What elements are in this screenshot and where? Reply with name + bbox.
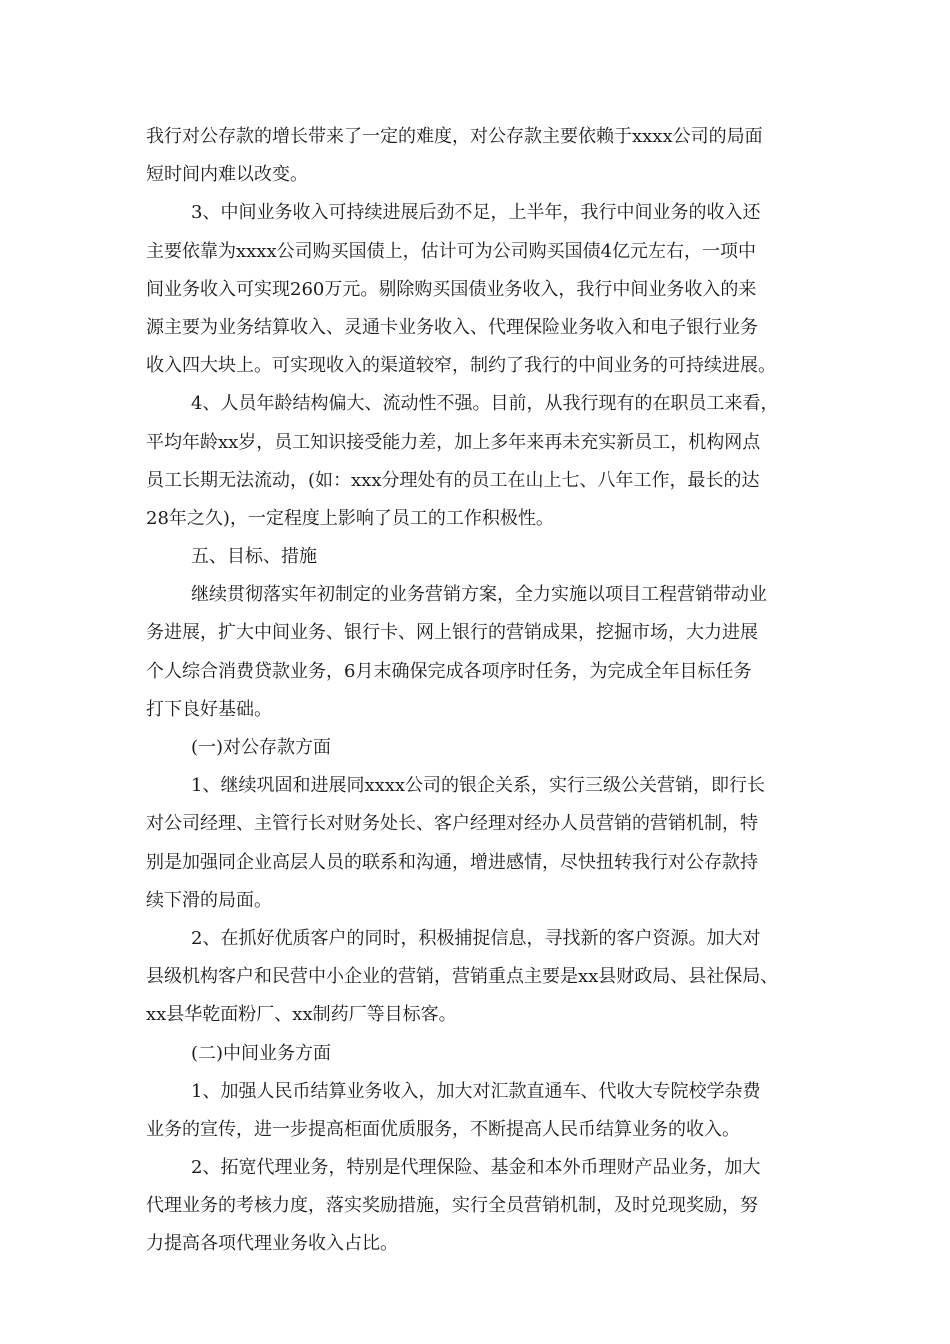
text-line: 务进展，扩大中间业务、银行卡、网上银行的营销成果，挖掘市场，大力进展 <box>146 622 758 644</box>
text-line: 我行对公存款的增长带来了一定的难度，对公存款主要依赖于xxxx公司的局面 <box>146 126 763 147</box>
text-line: 业务的宣传，进一步提高柜面优质服务，不断提高人民币结算业务的收入。 <box>146 1118 740 1140</box>
text-line: (二)中间业务方面 <box>191 1042 332 1064</box>
text-line: 4、人员年龄结构偏大、流动性不强。目前，从我行现有的在职员工来看， <box>191 393 779 415</box>
document-page <box>146 118 816 1264</box>
text-line: 代理业务的考核力度，落实奖励措施，实行全员营销机制，及时兑现奖励，努 <box>146 1195 758 1217</box>
text-line: 力提高各项代理业务收入占比。 <box>146 1233 398 1255</box>
text-line: 对公司经理、主管行长对财务处长、客户经理对经办人员营销的营销机制，特 <box>146 813 758 835</box>
text-line: 县级机构客户和民营中小企业的营销，营销重点主要是xx县财政局、县社保局、 <box>146 966 779 988</box>
text-line: 1、继续巩固和进展同xxxx公司的银企关系，实行三级公关营销，即行长 <box>191 775 766 797</box>
text-line: 别是加强同企业高层人员的联系和沟通，增进感情，尽快扭转我行对公存款持 <box>146 851 758 873</box>
text-line: 28年之久)，一定程度上影响了员工的工作积极性。 <box>146 507 554 529</box>
text-line: 个人综合消费贷款业务，6月末确保完成各项序时任务，为完成全年目标任务 <box>146 660 752 682</box>
text-line: 短时间内难以改变。 <box>146 164 308 186</box>
text-line: 3、中间业务收入可持续进展后劲不足，上半年，我行中间业务的收入还 <box>191 202 761 224</box>
text-line: 2、在抓好优质客户的同时，积极捕捉信息，寻找新的客户资源。加大对 <box>191 927 761 949</box>
text-line: 五、目标、措施 <box>191 546 317 568</box>
text-line: 1、加强人民币结算业务收入，加大对汇款直通车、代收大专院校学杂费 <box>191 1080 761 1102</box>
text-line: 收入四大块上。可实现收入的渠道较窄，制约了我行的中间业务的可持续进展。 <box>146 355 776 377</box>
text-line: 源主要为业务结算收入、灵通卡业务收入、代理保险业务收入和电子银行业务 <box>146 316 758 338</box>
text-line: 2、拓宽代理业务，特别是代理保险、基金和本外币理财产品业务，加大 <box>191 1157 761 1179</box>
text-line: 续下滑的局面。 <box>146 889 272 911</box>
text-line: 主要依靠为xxxx公司购买国债上，估计可为公司购买国债4亿元左右，一项中 <box>146 240 757 262</box>
text-line: 间业务收入可实现260万元。剔除购买国债业务收入，我行中间业务收入的来 <box>146 278 757 300</box>
text-line: 员工长期无法流动，(如：xxx分理处有的员工在山上七、八年工作，最长的达 <box>146 469 760 491</box>
text-line: 平均年龄xx岁，员工知识接受能力差，加上多年来再未充实新员工，机构网点 <box>146 431 761 453</box>
text-line: 继续贯彻落实年初制定的业务营销方案，全力实施以项目工程营销带动业 <box>191 584 767 606</box>
text-line: xx县华乾面粉厂、xx制药厂等目标客。 <box>146 1004 457 1026</box>
text-line: 打下良好基础。 <box>146 698 272 720</box>
text-line: (一)对公存款方面 <box>191 737 332 758</box>
